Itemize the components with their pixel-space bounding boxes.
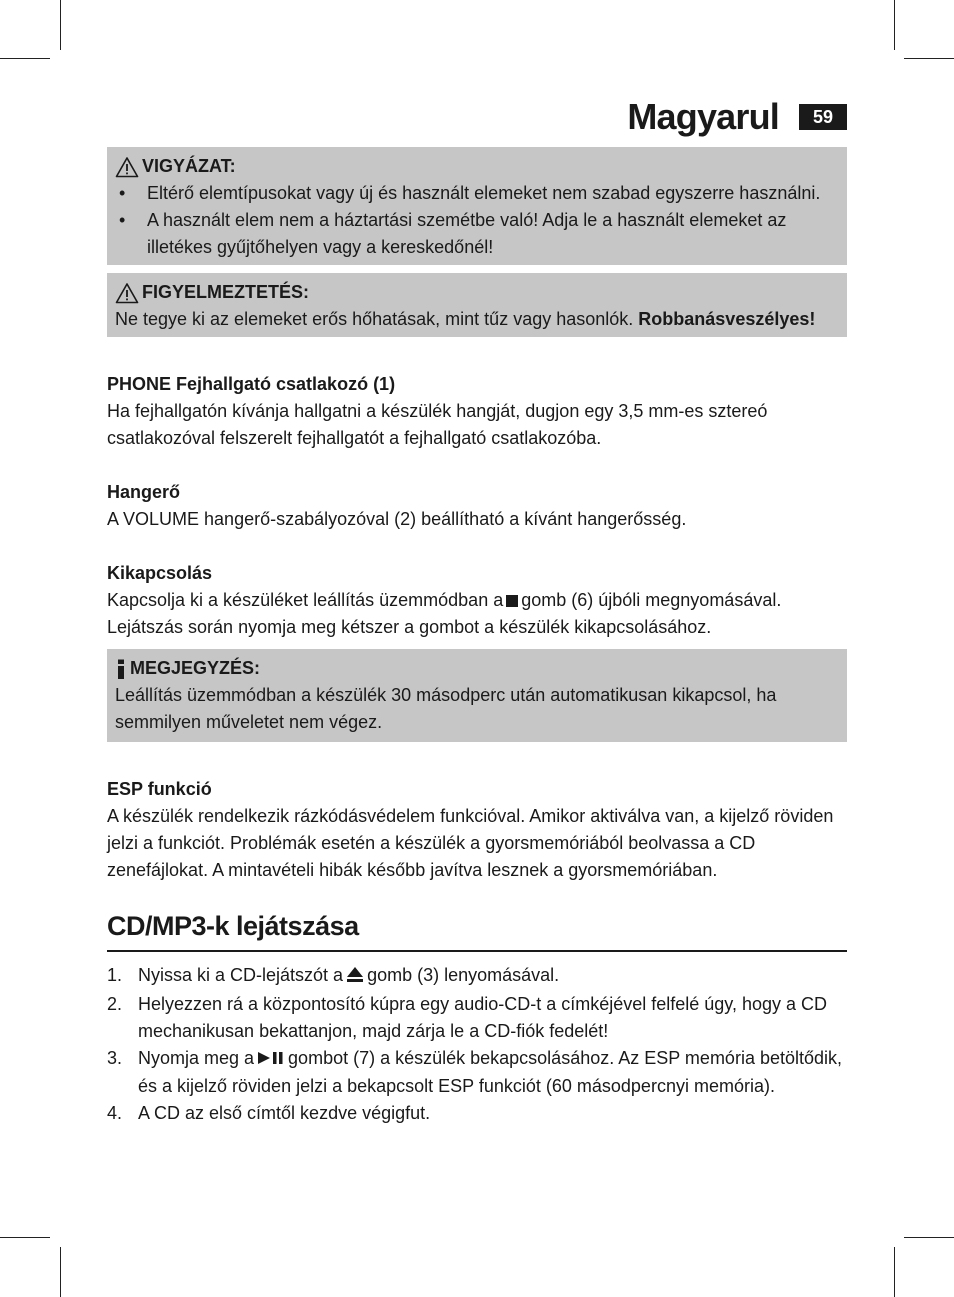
phone-section bbox=[107, 371, 847, 452]
warning-text-paragraph bbox=[115, 306, 839, 333]
crop-mark bbox=[904, 1237, 954, 1238]
crop-mark bbox=[0, 58, 50, 59]
chapter-heading: CD/MP3-k lejátszása bbox=[107, 908, 847, 952]
text-fragment: Nyissa ki a CD-lejátszót a bbox=[138, 965, 344, 985]
list-item bbox=[107, 991, 847, 1045]
warning-box bbox=[107, 273, 847, 337]
warning-emphasis: Robbanásveszélyes! bbox=[638, 309, 816, 329]
warning-title: FIGYELMEZTETÉS: bbox=[142, 282, 310, 302]
playback-section bbox=[107, 908, 847, 1127]
power-off-section bbox=[107, 560, 847, 641]
step-number: 1. bbox=[107, 965, 123, 985]
text-fragment: Kapcsolja ki a készüléket leállítás üzemmódban a bbox=[107, 590, 504, 610]
caution-box bbox=[107, 147, 847, 265]
play-pause-icon bbox=[257, 1046, 285, 1073]
page-content bbox=[107, 147, 847, 1127]
caution-title: VIGYÁZAT: bbox=[142, 156, 236, 176]
stop-icon bbox=[506, 595, 518, 607]
crop-mark bbox=[904, 58, 954, 59]
text-fragment: Nyomja meg a bbox=[138, 1048, 255, 1068]
crop-mark bbox=[0, 1237, 50, 1238]
warning-title-row bbox=[115, 279, 839, 306]
step-number: 4. bbox=[107, 1103, 123, 1123]
volume-section bbox=[107, 479, 847, 533]
note-text: Leállítás üzemmódban a készülék 30 másodperc után automatikusan kikapcsol, ha semmilyen műveletet nem végez. bbox=[115, 685, 777, 732]
crop-mark bbox=[894, 1247, 895, 1297]
section-heading: ESP funkció bbox=[107, 779, 212, 799]
section-text: A készülék rendelkezik rázkódásvédelem funkcióval. Amikor aktiválva van, a kijelző röviden jelzi a funkciót. Problémák esetén a készülék a gyorsmemóriából beolvassa a CD zenefájlokat. A mintavételi hibák később javítva lesznek a gyorsmemóriában. bbox=[107, 806, 834, 880]
section-text: A VOLUME hangerő-szabályozóval (2) beállítható a kívánt hangerősség. bbox=[107, 509, 687, 529]
eject-icon bbox=[346, 964, 364, 991]
text-fragment: gomb (6) újbóli megnyomásával. bbox=[521, 590, 782, 610]
note-title: MEGJEGYZÉS: bbox=[130, 658, 261, 678]
text-fragment: gomb (3) lenyomásával. bbox=[367, 965, 560, 985]
step-number: 3. bbox=[107, 1048, 123, 1068]
crop-mark bbox=[60, 0, 61, 50]
page-title: Magyarul bbox=[627, 96, 779, 137]
text-fragment: Helyezzen rá a központosító kúpra egy audio-CD-t a címkéjével felfelé úgy, hogy a CD mechanikusan bekattanjon, majd zárja le a CD-fiók fedelét! bbox=[138, 994, 828, 1041]
info-icon bbox=[115, 658, 127, 680]
section-text: Lejátszás során nyomja meg kétszer a gombot a készülék kikapcsolásához. bbox=[107, 617, 712, 637]
section-text bbox=[107, 587, 847, 614]
step-number: 2. bbox=[107, 994, 123, 1014]
steps-list bbox=[107, 962, 847, 1127]
page-number: 59 bbox=[799, 104, 847, 130]
list-item: • Eltérő elemtípusokat vagy új és használt elemeket nem szabad egyszerre használni. bbox=[115, 180, 839, 207]
note-title-row bbox=[115, 655, 839, 682]
list-item bbox=[107, 1045, 847, 1100]
note-box bbox=[107, 649, 847, 742]
text-fragment: A CD az első címtől kezdve végigfut. bbox=[138, 1103, 431, 1123]
list-item bbox=[107, 1100, 847, 1127]
text-fragment: gombot (7) a készülék bekapcsolásához. Az ESP memória betöltődik, és a kijelző röviden jelzi a bekapcsolt ESP funkciót (60 másodpercnyi memória). bbox=[138, 1048, 843, 1096]
section-heading: PHONE Fejhallgató csatlakozó (1) bbox=[107, 374, 396, 394]
caution-list bbox=[115, 180, 839, 261]
warning-triangle-icon bbox=[115, 282, 139, 304]
crop-mark bbox=[60, 1247, 61, 1297]
caution-title-row bbox=[115, 153, 839, 180]
section-heading: Hangerő bbox=[107, 482, 181, 502]
warning-triangle-icon bbox=[115, 156, 139, 178]
warning-text: Ne tegye ki az elemeket erős hőhatásak, mint tűz vagy hasonlók. bbox=[115, 309, 634, 329]
section-text: Ha fejhallgatón kívánja hallgatni a készülék hangját, dugjon egy 3,5 mm-es sztereó csatlakozóval felszerelt fejhallgatót a fejhallgató csatlakozóba. bbox=[107, 401, 768, 448]
page-header bbox=[560, 98, 847, 142]
list-item: • A használt elem nem a háztartási szemétbe való! Adja le a használt elemeket az illetékes gyűjtőhelyen vagy a kereskedőnél! bbox=[115, 207, 839, 261]
section-heading: Kikapcsolás bbox=[107, 563, 213, 583]
esp-section bbox=[107, 776, 847, 884]
list-item bbox=[107, 962, 847, 991]
crop-mark bbox=[894, 0, 895, 50]
